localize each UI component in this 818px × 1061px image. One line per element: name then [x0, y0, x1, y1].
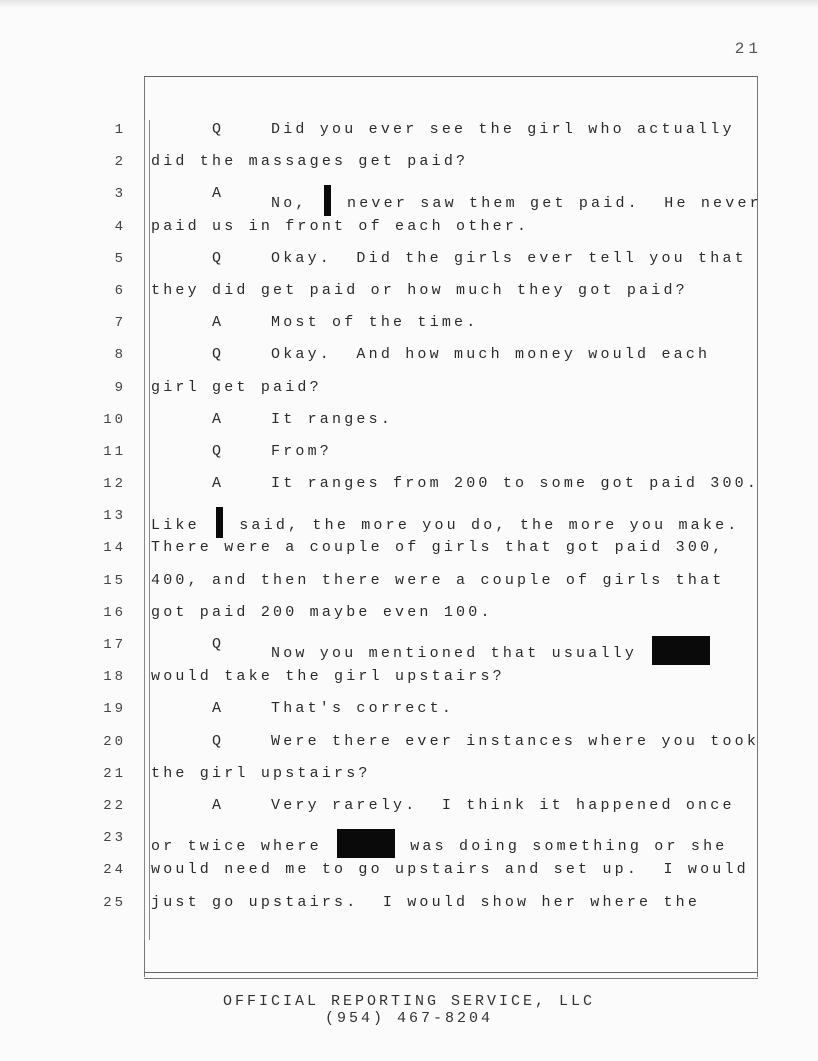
- speaker-label: A: [212, 410, 225, 428]
- scan-top-edge: [0, 0, 818, 8]
- line-number: 19: [103, 701, 126, 718]
- transcript-line: [0, 406, 818, 438]
- line-number: 11: [103, 443, 126, 460]
- reporting-service-name: OFFICIAL REPORTING SERVICE, LLC: [222, 993, 596, 1010]
- transcript-line: [0, 728, 818, 760]
- line-text-before: No,: [271, 195, 320, 213]
- line-number: 7: [114, 315, 126, 332]
- speaker-label: A: [212, 796, 225, 814]
- line-text: paid us in front of each other.: [151, 217, 530, 235]
- line-text: It ranges from 200 to some got paid 300.: [271, 475, 760, 493]
- transcript-line: [0, 824, 818, 856]
- line-text: the girl upstairs?: [151, 764, 371, 782]
- frame-top-rule: [144, 76, 758, 77]
- transcript-line: [0, 180, 818, 212]
- transcript-line: [0, 213, 818, 245]
- line-text: Most of the time.: [271, 314, 479, 332]
- line-text: It ranges.: [271, 410, 394, 428]
- line-text: Okay. Did the girls ever tell you that: [271, 249, 747, 267]
- transcript-line: [0, 760, 818, 792]
- redaction-box: [337, 829, 395, 858]
- page-number: 21: [734, 40, 762, 58]
- transcript-line: [0, 116, 818, 148]
- reporting-service-phone: (954) 467-8204: [324, 1010, 494, 1027]
- line-text-after: never saw them get paid. He never: [334, 195, 762, 213]
- line-number: 16: [103, 604, 126, 621]
- speaker-label: A: [212, 700, 225, 718]
- line-text: would need me to go upstairs and set up. I would: [151, 861, 749, 879]
- transcript-line: [0, 856, 818, 888]
- transcript-body: [0, 116, 818, 921]
- line-text: Were there ever instances where you took: [271, 732, 760, 750]
- transcript-line: [0, 631, 818, 663]
- line-number: 6: [114, 282, 126, 299]
- line-text: There were a couple of girls that got paid 300,: [151, 539, 725, 557]
- transcript-line: [0, 438, 818, 470]
- line-number: 18: [103, 669, 126, 686]
- line-number: 15: [103, 572, 126, 589]
- line-number: 8: [114, 347, 126, 364]
- transcript-line: [0, 792, 818, 824]
- transcript-line: [0, 470, 818, 502]
- speaker-label: Q: [212, 732, 225, 750]
- transcript-line: [0, 341, 818, 373]
- transcript-line: [0, 663, 818, 695]
- line-text: did the massages get paid?: [151, 153, 469, 171]
- transcript-line: [0, 277, 818, 309]
- line-text: Very rarely. I think it happened once: [271, 796, 735, 814]
- line-text: Okay. And how much money would each: [271, 346, 711, 364]
- transcript-line: [0, 534, 818, 566]
- transcript-line: [0, 309, 818, 341]
- line-text: girl get paid?: [151, 378, 322, 396]
- line-number: 17: [103, 637, 126, 653]
- line-number: 2: [114, 154, 126, 171]
- transcript-line: [0, 567, 818, 599]
- speaker-label: A: [212, 314, 225, 332]
- line-number: 10: [103, 411, 126, 428]
- line-number: 1: [114, 122, 126, 138]
- transcript-line: [0, 599, 818, 631]
- line-text-after: was doing something or she: [398, 838, 728, 856]
- line-text-after: said, the more you do, the more you make.: [227, 517, 740, 535]
- transcript-line: [0, 889, 818, 921]
- speaker-label: Q: [212, 346, 225, 364]
- transcript-line: [0, 502, 818, 534]
- speaker-label: Q: [212, 636, 225, 653]
- line-text: [271, 636, 713, 665]
- line-number: 12: [103, 476, 126, 493]
- line-text: got paid 200 maybe even 100.: [151, 603, 493, 621]
- transcript-line: [0, 148, 818, 180]
- line-number: 22: [103, 797, 126, 814]
- line-number: 9: [114, 379, 126, 396]
- line-number: 20: [103, 733, 126, 750]
- line-text-before: Like: [151, 517, 213, 535]
- line-number: 13: [103, 508, 126, 525]
- line-number: 4: [114, 218, 126, 235]
- line-number: 3: [114, 186, 126, 203]
- transcript-line: [0, 245, 818, 277]
- footer: [0, 993, 818, 1027]
- line-text: That's correct.: [271, 700, 455, 718]
- line-number: 21: [103, 765, 126, 782]
- line-text: they did get paid or how much they got paid?: [151, 281, 688, 299]
- line-number: 5: [114, 250, 126, 267]
- line-text-before: or twice where: [151, 838, 335, 856]
- frame-bottom-rule: [144, 972, 758, 979]
- line-text-before: Now you mentioned that usually: [271, 645, 650, 662]
- line-number: 25: [103, 894, 126, 911]
- speaker-label: Q: [212, 249, 225, 267]
- line-text: From?: [271, 442, 333, 460]
- redaction-box: [652, 636, 710, 665]
- line-number: 24: [103, 862, 126, 879]
- line-text: 400, and then there were a couple of girls that: [151, 571, 725, 589]
- speaker-label: A: [212, 475, 225, 493]
- line-text: [151, 829, 727, 858]
- line-text: just go upstairs. I would show her where the: [151, 893, 701, 911]
- speaker-label: A: [212, 185, 225, 203]
- transcript-line: [0, 374, 818, 406]
- line-number: 23: [103, 830, 126, 847]
- line-number: 14: [103, 540, 126, 557]
- line-text: would take the girl upstairs?: [151, 668, 505, 686]
- speaker-label: Q: [212, 121, 225, 138]
- transcript-line: [0, 695, 818, 727]
- speaker-label: Q: [212, 442, 225, 460]
- line-text: Did you ever see the girl who actually: [271, 121, 735, 138]
